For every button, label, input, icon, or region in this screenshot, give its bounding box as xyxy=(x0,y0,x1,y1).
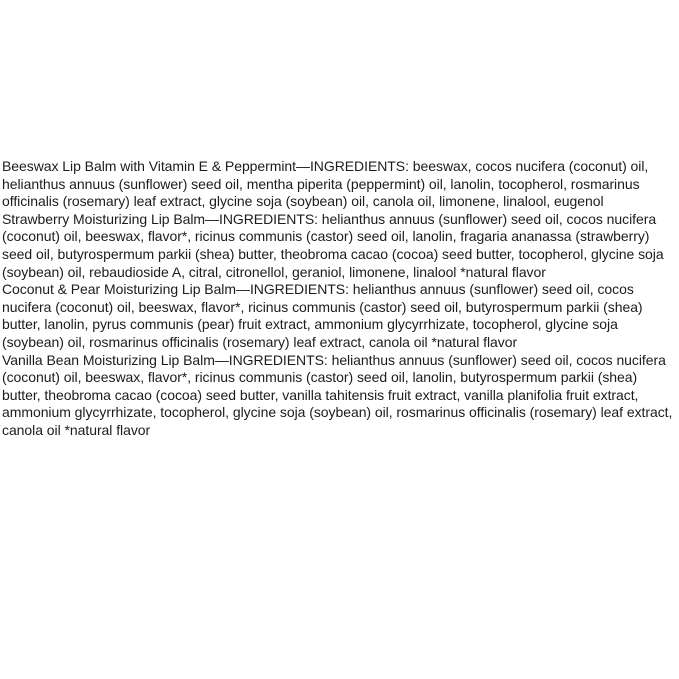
product-ingredients-paragraph xyxy=(2,158,676,211)
ingredients-list: helianthus annuus (sunflower) seed oil, cocos nucifera (coconut) oil, beeswax, flavor*, ricinus communis (castor) seed oil, lanolin, butyrospermum parkii (shea) butter, theobroma cacao (cocoa) seed butter, vanilla tahitensis fruit extract, vanilla planifolia fruit extract, ammonium glycyrrhizate, tocopherol, glycine soja (soybean) oil, rosmarinus officinalis (rosemary) leaf extract, canola oil xyxy=(2,351,673,438)
ingredients-text-block xyxy=(2,158,676,440)
product-name: Strawberry Moisturizing Lip Balm xyxy=(2,210,206,227)
natural-flavor-footnote: *natural flavor xyxy=(460,263,546,280)
ingredients-heading: INGREDIENTS: xyxy=(309,158,409,174)
product-name: Coconut & Pear Moisturizing Lip Balm xyxy=(2,281,236,298)
separator-dash: — xyxy=(296,158,310,174)
product-ingredients-paragraph xyxy=(2,281,676,351)
separator-dash: — xyxy=(205,210,219,227)
natural-flavor-footnote: *natural flavor xyxy=(64,421,151,438)
ingredients-list: helianthus annuus (sunflower) seed oil, cocos nucifera (coconut) oil, beeswax, flavor*, ricinus communis (castor) seed oil, butyrospermum parkii (shea) butter, lanolin, pyrus communis (pear) fruit extract, ammonium glycyrrhizate, tocopherol, glycine soja (soybean) oil, rosmarinus officinalis (rosemary) leaf extract, canola oil xyxy=(2,281,643,350)
ingredients-heading: INGREDIENTS: xyxy=(249,281,349,298)
ingredients-heading: INGREDIENTS: xyxy=(218,210,318,227)
product-name: Beeswax Lip Balm with Vitamin E & Peppermint xyxy=(2,158,297,174)
ingredients-list: beeswax, cocos nucifera (coconut) oil, helianthus annuus (sunflower) seed oil, mentha piperita (peppermint) oil, lanolin, tocopherol, rosmarinus officinalis (rosemary) leaf extract, glycine soja (soybean) oil, canola oil, limonene, linalool, eugenol xyxy=(2,158,649,210)
product-ingredients-paragraph xyxy=(2,211,676,281)
ingredients-heading: INGREDIENTS: xyxy=(228,351,328,368)
product-ingredients-paragraph xyxy=(2,352,676,440)
product-name: Vanilla Bean Moisturizing Lip Balm xyxy=(2,351,215,368)
separator-dash: — xyxy=(214,351,229,368)
separator-dash: — xyxy=(235,281,250,298)
natural-flavor-footnote: *natural flavor xyxy=(431,333,518,350)
ingredients-list: helianthus annuus (sunflower) seed oil, cocos nucifera (coconut) oil, beeswax, flavor*, ricinus communis (castor) seed oil, lanolin, fragaria ananassa (strawberry) seed oil, butyrospermum parkii (shea) butter, theobroma cacao (cocoa) seed butter, tocopherol, glycine soja (soybean) oil, rebaudioside A, citral, citronellol, geraniol, limonene, linalool xyxy=(2,210,664,280)
